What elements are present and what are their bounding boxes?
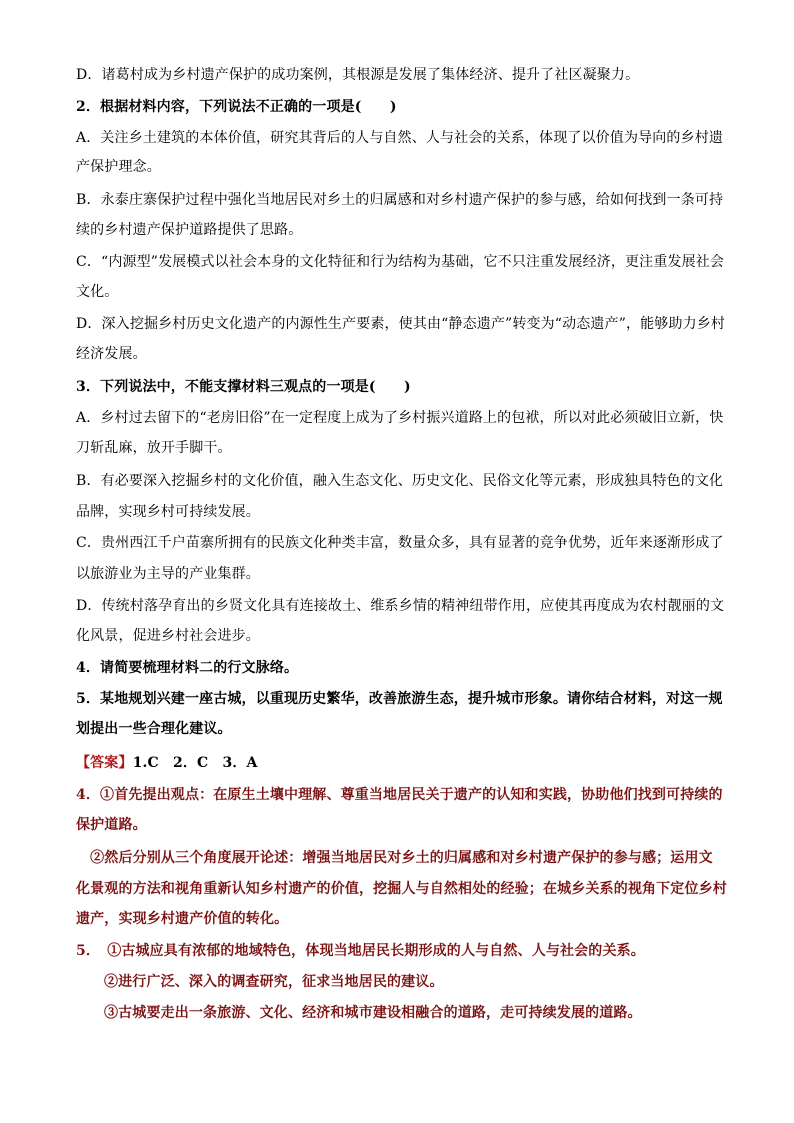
answer-4-line2: 保护道路。 bbox=[76, 817, 147, 833]
option-2b-line1: B．永泰庄寨保护过程中强化当地居民对乡土的归属感和对乡村遗产保护的参与感，给如何找到一条可持 bbox=[76, 192, 724, 208]
option-3c-line1: C．贵州西江千户苗寨所拥有的民族文化种类丰富，数量众多，具有显著的竞争优势，近年来逐渐形成了 bbox=[76, 535, 724, 551]
answer-4-line3: ②然后分别从三个角度展开论述：增强当地居民对乡土的归属感和对乡村遗产保护的参与感；运用文 bbox=[76, 850, 713, 866]
option-2a-line2: 产保护理念。 bbox=[76, 159, 161, 175]
option-3b-line1: B．有必要深入挖掘乡村的文化价值，融入生态文化、历史文化、民俗文化等元素，形成独具特色的文化 bbox=[76, 473, 724, 489]
option-3d-line2: 化风景，促进乡村社会进步。 bbox=[76, 628, 260, 644]
option-3c-line2: 以旅游业为主导的产业集群。 bbox=[76, 566, 260, 582]
answer-4-line5: 遗产，实现乡村遗产价值的转化。 bbox=[76, 911, 289, 927]
answer-label: 【答案】 bbox=[76, 755, 133, 771]
answer-choices: 1.C 2．C 3．A bbox=[132, 755, 258, 771]
question-3: 3．下列说法中，不能支撑材料三观点的一项是( ) bbox=[76, 379, 411, 395]
option-2c-line2: 文化。 bbox=[76, 284, 119, 300]
option-2d-line2: 经济发展。 bbox=[76, 346, 147, 362]
option-2a-line1: A．关注乡土建筑的本体价值，研究其背后的人与自然、人与社会的关系，体现了以价值为导向的乡村遗 bbox=[76, 130, 724, 146]
answer-5-point1: 5． ①古城应具有浓郁的地域特色，体现当地居民长期形成的人与自然、人与社会的关系。 bbox=[76, 943, 645, 959]
question-2: 2．根据材料内容，下列说法不正确的一项是( ) bbox=[76, 99, 397, 115]
option-3a-line2: 刀斩乱麻，放开手脚干。 bbox=[76, 440, 232, 456]
option-2b-line2: 续的乡村遗产保护道路提供了思路。 bbox=[76, 222, 303, 238]
option-2d-line1: D．深入挖掘乡村历史文化遗产的内源性生产要素，使其由“静态遗产”转变为“动态遗产”，能够助力乡村 bbox=[76, 316, 726, 332]
option-1d: D．诸葛村成为乡村遗产保护的成功案例，其根源是发展了集体经济、提升了社区凝聚力。 bbox=[76, 67, 640, 83]
answer-4-line4: 化景观的方法和视角重新认知乡村遗产的价值，挖掘人与自然相处的经验；在城乡关系的视角下定位乡村 bbox=[76, 881, 727, 897]
option-3d-line1: D．传统村落孕育出的乡贤文化具有连接故土、维系乡情的精神纽带作用，应使其再度成为农村靓丽的文 bbox=[76, 598, 725, 614]
answer-4-line1: 4．①首先提出观点：在原生土壤中理解、尊重当地居民关于遗产的认知和实践，协助他们找到可持续的 bbox=[76, 787, 723, 803]
question-5-line1: 5．某地规划兴建一座古城，以重现历史繁华，改善旅游生态，提升城市形象。请你结合材料，对这一规 bbox=[76, 691, 723, 707]
question-5-line2: 划提出一些合理化建议。 bbox=[76, 721, 232, 737]
answer-5-point3: ③古城要走出一条旅游、文化、经济和城市建设相融合的道路，走可持续发展的道路。 bbox=[104, 1005, 642, 1021]
option-2c-line1: C．“内源型”发展模式以社会本身的文化特征和行为结构为基础，它不只注重发展经济，更注重发展社会 bbox=[76, 254, 725, 270]
option-3a-line1: A．乡村过去留下的“老房旧俗”在一定程度上成为了乡村振兴道路上的包袱，所以对此必须破旧立新，快 bbox=[76, 410, 724, 426]
question-4: 4．请简要梳理材料二的行文脉络。 bbox=[76, 660, 299, 676]
option-3b-line2: 品牌，实现乡村可持续发展。 bbox=[76, 504, 260, 520]
answer-key bbox=[76, 753, 258, 773]
answer-5-point2: ②进行广泛、深入的调查研究，征求当地居民的建议。 bbox=[104, 974, 444, 990]
